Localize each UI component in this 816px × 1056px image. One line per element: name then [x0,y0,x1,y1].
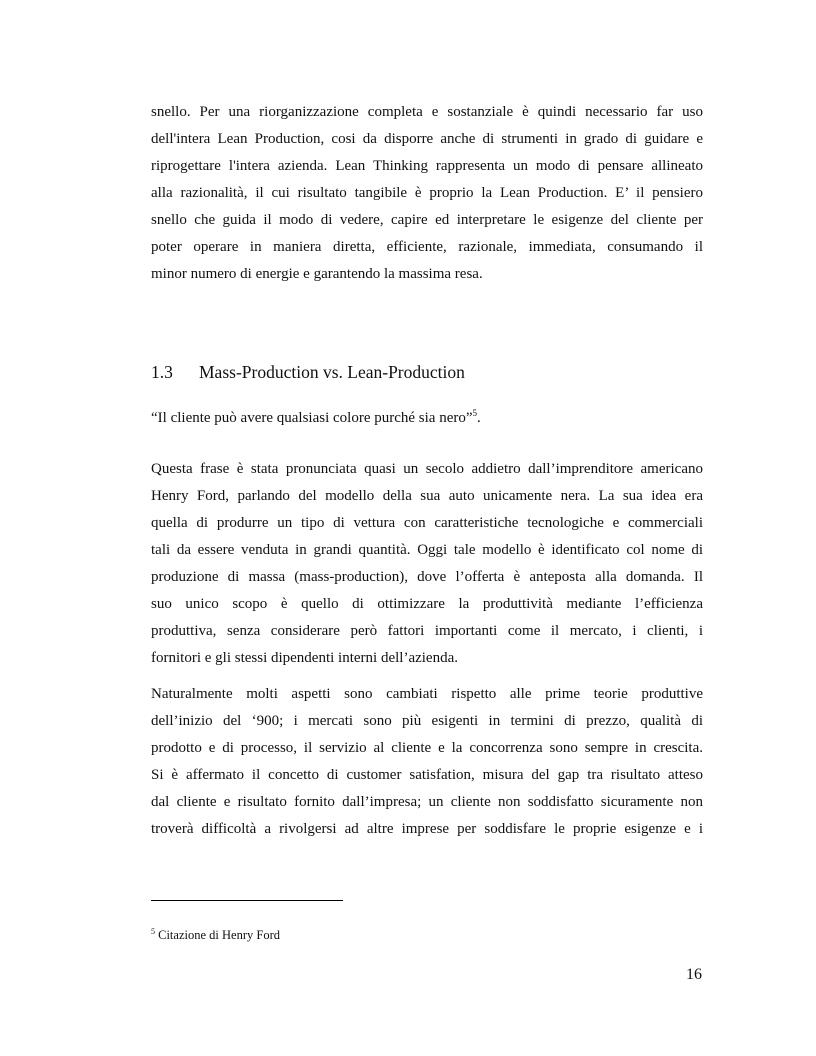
text-line: quella di produrre un tipo di vettura con caratteristiche tecnologiche e commerciali [151,515,703,531]
section-heading [151,362,465,383]
footnote-reference: 5 [472,408,478,418]
footnote-text: Citazione di Henry Ford [158,928,280,942]
footnote-number: 5 [151,927,155,936]
text-line: dal cliente e risultato fornito dall’impresa; un cliente non soddisfatto sicuramente non [151,794,703,810]
text-line: troverà difficoltà a rivolgersi ad altre imprese per soddisfare le proprie esigenze e i [151,821,703,837]
text-line: tali da essere venduta in grandi quantità. Oggi tale modello è identificato col nome di [151,542,703,558]
footnote [151,928,280,943]
text-line: prodotto e di processo, il servizio al cliente e la concorrenza sono sempre in crescita. [151,740,703,756]
text-line: Si è affermato il concetto di customer satisfation, misura del gap tra risultato atteso [151,767,703,783]
text-line: alla razionalità, il cui risultato tangibile è proprio la Lean Production. E’ il pensiero [151,185,703,201]
text-line: suo unico scopo è quello di ottimizzare la produttività mediante l’efficienza [151,596,703,612]
text-line: riprogettare l'intera azienda. Lean Thinking rappresenta un modo di pensare allineato [151,158,703,174]
text-line: fornitori e gli stessi dipendenti interni dell’azienda. [151,650,458,666]
text-line: minor numero di energie e garantendo la massima resa. [151,266,483,282]
text-line: Naturalmente molti aspetti sono cambiati rispetto alle prime teorie produttive [151,686,703,702]
footnote-separator [151,900,343,901]
text-line: snello. Per una riorganizzazione completa e sostanziale è quindi necessario far uso [151,104,703,120]
text-line: Henry Ford, parlando del modello della sua auto unicamente nera. La sua idea era [151,488,703,504]
text-line: produzione di massa (mass-production), dove l’offerta è anteposta alla domanda. Il [151,569,703,585]
paragraph-henry-ford [151,456,703,672]
quote [151,410,481,427]
text-line: dell'intera Lean Production, cosi da disporre anche di strumenti in grado di guidare e [151,131,703,147]
quote-text: “Il cliente può avere qualsiasi colore purché sia nero” [151,410,473,426]
page-number: 16 [686,966,702,983]
text-line: produttiva, senza considerare però fattori importanti come il mercato, i clienti, i [151,623,703,639]
section-number: 1.3 [151,362,173,382]
paragraph-market-changes [151,681,703,843]
text-line: dell’inizio del ‘900; i mercati sono più esigenti in termini di prezzo, qualità di [151,713,703,729]
text-line: Questa frase è stata pronunciata quasi un secolo addietro dall’imprenditore americano [151,461,703,477]
paragraph-intro [151,99,703,288]
text-line: snello che guida il modo di vedere, capire ed interpretare le esigenze del cliente per [151,212,703,228]
section-title: Mass-Production vs. Lean-Production [199,362,465,382]
text-line: poter operare in maniera diretta, efficiente, razionale, immediata, consumando il [151,239,703,255]
quote-trailing: . [477,410,481,426]
